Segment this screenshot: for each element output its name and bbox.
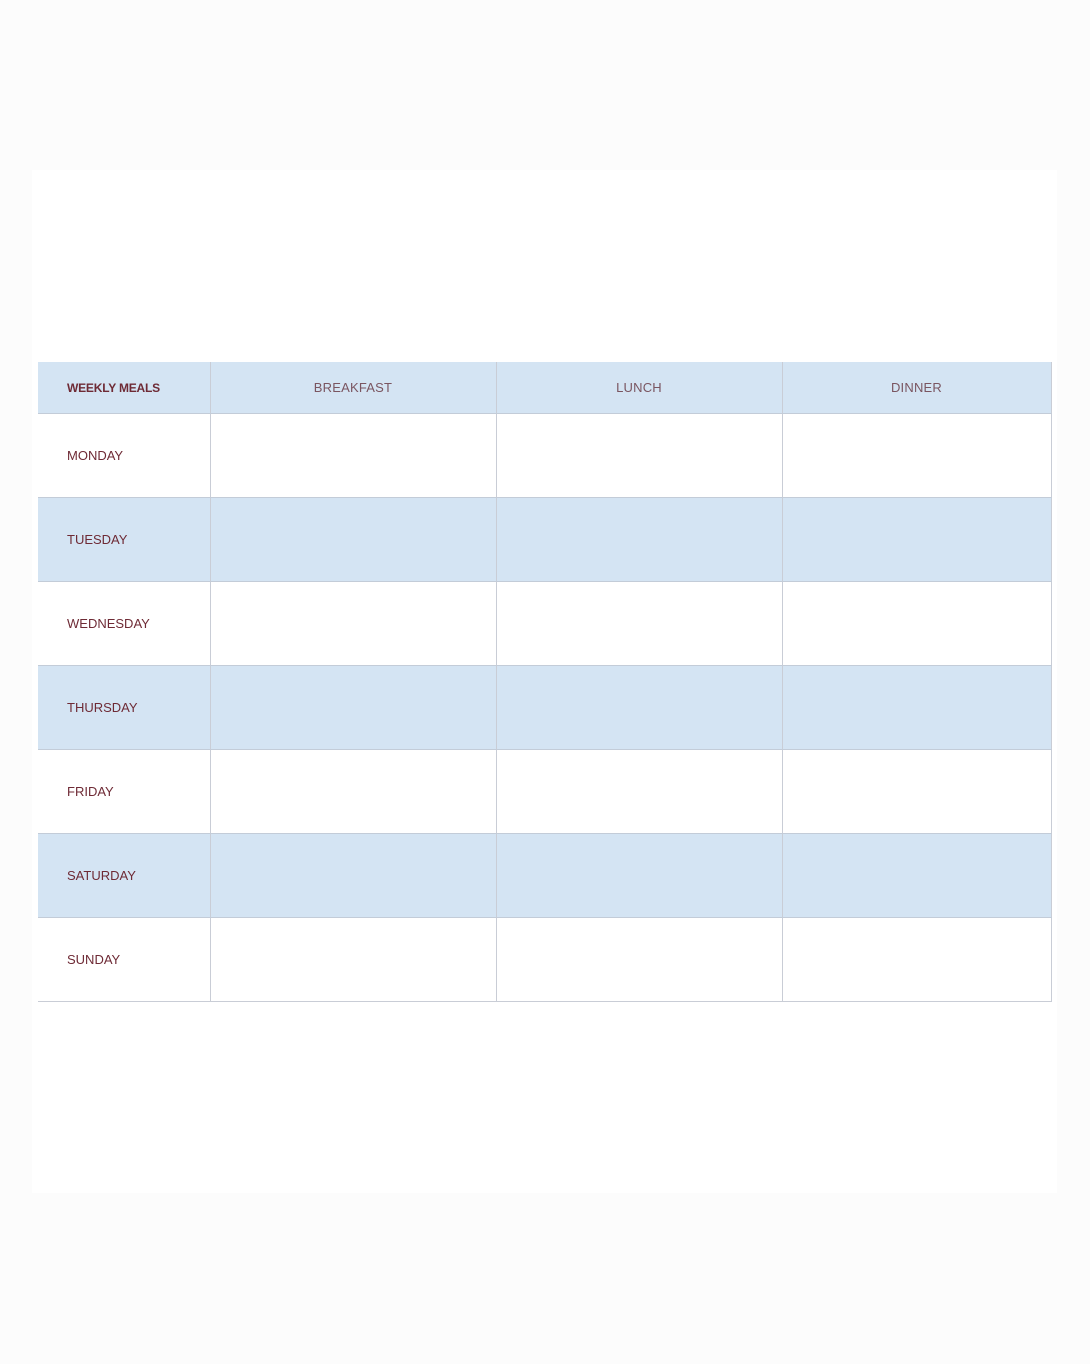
lunch-cell[interactable] — [496, 582, 782, 666]
day-label: SATURDAY — [38, 834, 210, 918]
dinner-cell[interactable] — [782, 498, 1051, 582]
day-label: TUESDAY — [38, 498, 210, 582]
dinner-cell[interactable] — [782, 414, 1051, 498]
table-row-sunday — [38, 918, 1051, 1002]
dinner-cell[interactable] — [782, 750, 1051, 834]
column-header-lunch: LUNCH — [496, 362, 782, 414]
lunch-cell[interactable] — [496, 918, 782, 1002]
lunch-cell[interactable] — [496, 834, 782, 918]
table-row-friday — [38, 750, 1051, 834]
dinner-cell[interactable] — [782, 582, 1051, 666]
dinner-cell[interactable] — [782, 666, 1051, 750]
table-row-saturday — [38, 834, 1051, 918]
dinner-cell[interactable] — [782, 834, 1051, 918]
header-row — [38, 362, 1051, 414]
breakfast-cell[interactable] — [210, 750, 496, 834]
planner-title: WEEKLY MEALS — [38, 362, 210, 414]
table-row-tuesday — [38, 498, 1051, 582]
breakfast-cell[interactable] — [210, 582, 496, 666]
table-row-monday — [38, 414, 1051, 498]
breakfast-cell[interactable] — [210, 414, 496, 498]
lunch-cell[interactable] — [496, 414, 782, 498]
day-label: SUNDAY — [38, 918, 210, 1002]
table-row-thursday — [38, 666, 1051, 750]
weekly-meal-planner-table — [38, 362, 1052, 1002]
lunch-cell[interactable] — [496, 750, 782, 834]
breakfast-cell[interactable] — [210, 498, 496, 582]
breakfast-cell[interactable] — [210, 666, 496, 750]
lunch-cell[interactable] — [496, 666, 782, 750]
day-label: FRIDAY — [38, 750, 210, 834]
breakfast-cell[interactable] — [210, 918, 496, 1002]
column-header-dinner: DINNER — [782, 362, 1051, 414]
dinner-cell[interactable] — [782, 918, 1051, 1002]
table-row-wednesday — [38, 582, 1051, 666]
day-label: MONDAY — [38, 414, 210, 498]
breakfast-cell[interactable] — [210, 834, 496, 918]
lunch-cell[interactable] — [496, 498, 782, 582]
column-header-breakfast: BREAKFAST — [210, 362, 496, 414]
day-label: THURSDAY — [38, 666, 210, 750]
day-label: WEDNESDAY — [38, 582, 210, 666]
